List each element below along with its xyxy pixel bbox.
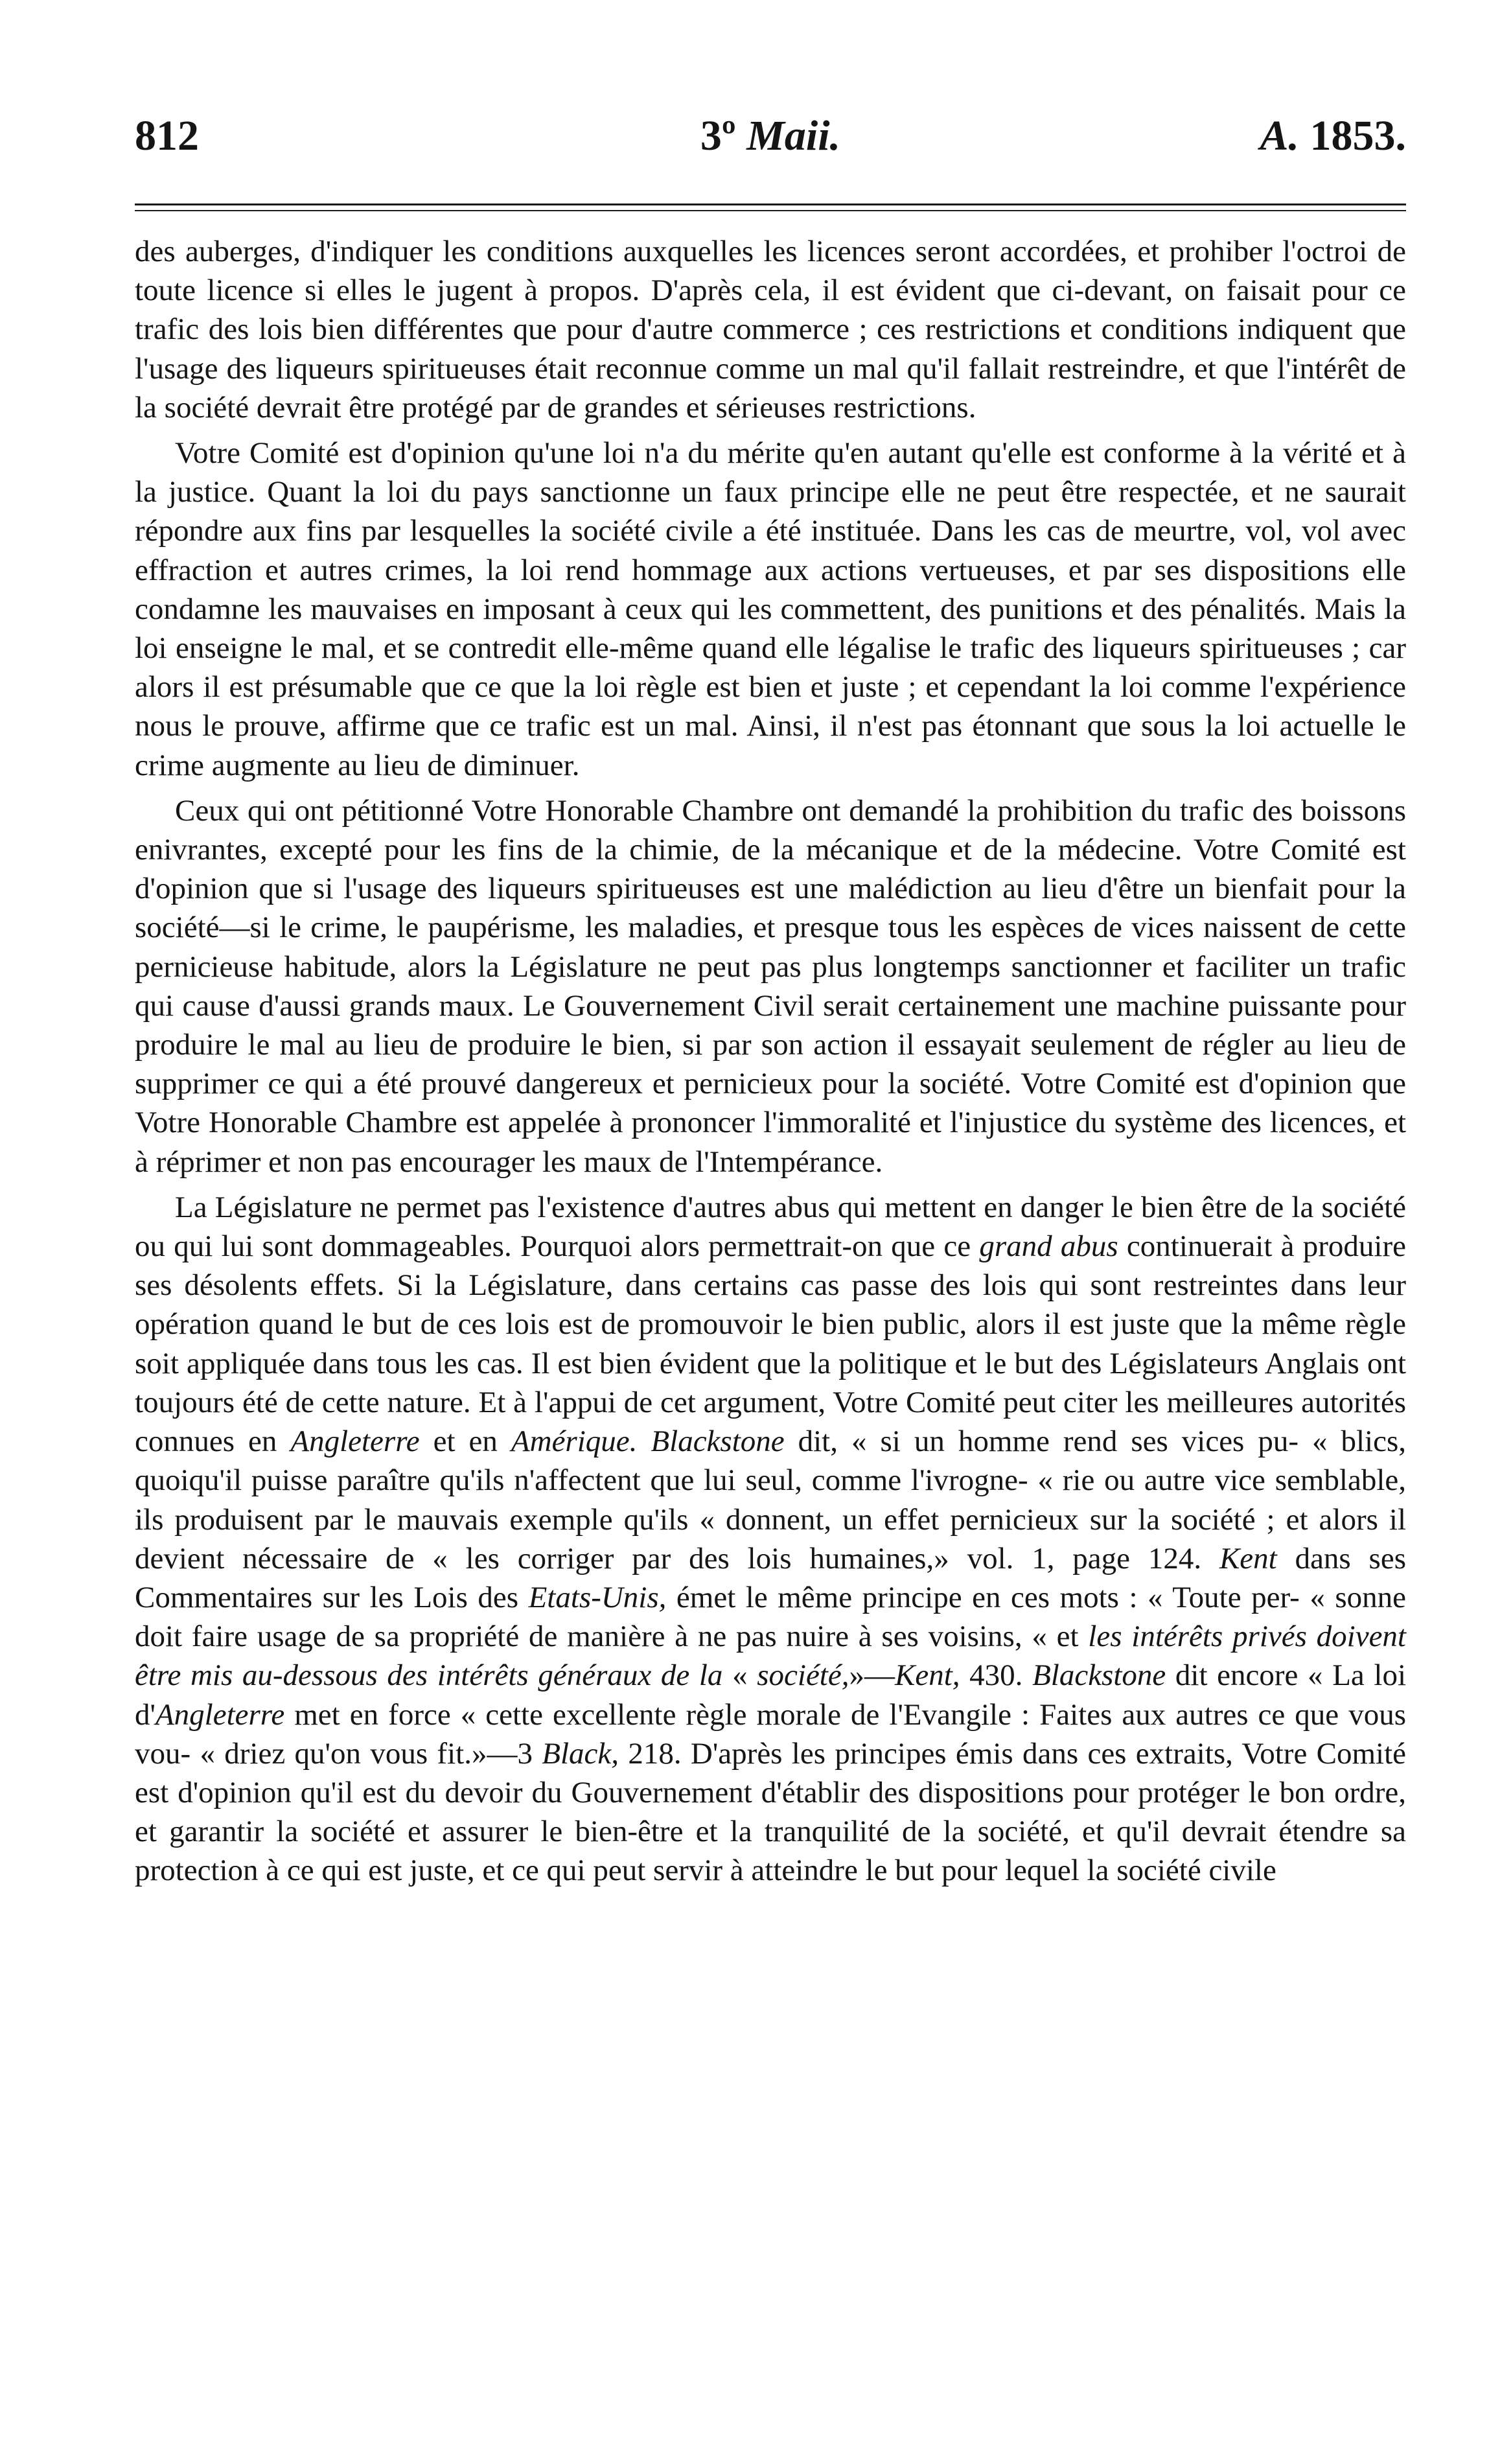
- italic-text: Amérique.: [511, 1424, 638, 1459]
- text-run: La Législature ne permet pas l'existence d'autres abus qui mettent en danger le bien être de la société ou qui lui sont dommageables. Pourquoi alors permettrait-on que ce: [135, 1190, 1406, 1264]
- italic-text: Angleterre: [290, 1424, 420, 1459]
- text-run: dit, « si un homme rend ses vices pu- « blics, quoiqu'il puisse paraître qu'ils n'affectent que lui seul, comme l'ivrogne- « rie ou autre vice semblable, ils produisent par le mauvais exemple qu'ils « donnent, un effet pernicieux sur la société ; et alors il devient nécessaire de « les corriger par des lois humaines,» vol. 1, page 124.: [135, 1424, 1407, 1575]
- header-rule-thin: [135, 210, 1406, 211]
- monarch-name: Maii.: [746, 112, 841, 159]
- year-value: 1853.: [1310, 112, 1406, 159]
- text-run: Ceux qui ont pétitionné Votre Honorable Chambre ont demandé la prohibition du trafic des boissons enivrantes, excepté pour les fins de la chimie, de la mécanique et de la médecine. Votre Comité est d'opinion que si l'usage des liqueurs spiritueuses est une malédiction au lieu d'être un bienfait pour la société—si le crime, le paupérisme, les maladies, et presque tous les espèces de vices naissent de cette pernicieuse habitude, alors la Législature ne peut pas plus longtemps sanctionner et faciliter un trafic qui cause d'aussi grands maux. Le Gouvernement Civil serait certainement une machine puissante pour produire le mal au lieu de produire le bien, si par son action il essayait seulement de régler au lieu de supprimer ce qui a été prouvé dangereux et pernicieux pour la société. Votre Comité est d'opinion que Votre Honorable Chambre est appelée à prononcer l'immoralité et l'injustice du système des licences, et à réprimer et non pas encourager les maux de l'Intempérance.: [135, 793, 1406, 1179]
- text-run: «: [722, 1658, 757, 1693]
- italic-text: Kent: [1219, 1541, 1277, 1575]
- italic-text: les intérêts privés doivent être mis au-dessous des intérêts généraux de la: [135, 1620, 1406, 1693]
- regnal-date: [135, 97, 1406, 175]
- italic-text: grand abus: [979, 1229, 1118, 1264]
- text-run: »—: [849, 1658, 895, 1693]
- italic-text: Blackstone: [1032, 1658, 1166, 1693]
- text-run: 218. D'après les principes émis dans ces extraits, Votre Comité est d'opinion qu'il est du devoir du Gouvernement d'établir des dispositions pour protéger le bon ordre, et garantir la société et assurer le bien-être et la tranquilité de la société, et qu'il devrait étendre sa protection à ce qui est juste, et ce qui peut servir à atteindre le but pour lequel la société civile: [135, 1736, 1406, 1888]
- text-run: met en force « cette excellente règle morale de l'Evangile : Faites aux autres ce que vous vou- « driez qu'on vous fit.»—3: [135, 1697, 1406, 1771]
- text-run: Votre Comité est d'opinion qu'une loi n'a du mérite qu'en autant qu'elle est conforme à la vérité et à la justice. Quant la loi du pays sanctionne un faux principe elle ne peut être respectée, et ne saurait répondre aux fins par lesquelles la société civile a été instituée. Dans les cas de meurtre, vol, vol avec effraction et autres crimes, la loi rend hommage aux actions vertueuses, et par ses dispositions elle condamne les mauvaises en imposant à ceux qui les commettent, des punitions et des pénalités. Mais la loi enseigne le mal, et se contredit elle-même quand elle légalise le trafic des liqueurs spiritueuses ; car alors il est présumable que ce que la loi règle est bien et juste ; et cependant la loi comme l'expérience nous le prouve, affirme que ce trafic est un mal. Ainsi, il n'est pas étonnant que sous la loi actuelle le crime augmente au lieu de diminuer.: [135, 436, 1406, 782]
- page: [135, 97, 1406, 1890]
- running-header: [135, 97, 1406, 175]
- paragraph: [135, 434, 1406, 785]
- italic-text: société,: [757, 1658, 849, 1693]
- text-run: des auberges, d'indiquer les conditions auxquelles les licences seront accordées, et prohiber l'octroi de toute licence si elles le jugent à propos. D'après cela, il est évident que ci-devant, on faisait pour ce trafic des lois bien différentes que pour d'autre commerce ; ces restrictions et conditions indiquent que l'usage des liqueurs spiritueuses était reconnue comme un mal qu'il fallait restreindre, et que l'intérêt de la société devrait être protégé par de grandes et sérieuses restrictions.: [135, 235, 1406, 424]
- italic-text: Etats-Unis,: [528, 1580, 667, 1614]
- year-label: [1260, 97, 1406, 175]
- italic-text: Kent,: [894, 1658, 960, 1693]
- text-run: dit encore « La loi d': [135, 1658, 1407, 1732]
- header-rule: [135, 203, 1406, 211]
- text-run: émet le même principe en ces mots : « Toute per- « sonne doit faire usage de sa propriété de manière à ne pas nuire à ses voisins, « et: [135, 1580, 1407, 1654]
- paragraph: [135, 1188, 1406, 1890]
- page-number: 812: [135, 112, 199, 159]
- text-run: [637, 1424, 651, 1458]
- header-rule-thick: [135, 203, 1406, 205]
- italic-text: Angleterre: [155, 1697, 285, 1732]
- regnal-year: 3º: [700, 112, 736, 159]
- year-prefix: A.: [1260, 112, 1299, 159]
- italic-text: Blackstone: [651, 1424, 785, 1459]
- paragraph: [135, 232, 1406, 427]
- text-run: 430.: [960, 1658, 1033, 1693]
- paragraph: [135, 791, 1406, 1181]
- text-run: dans ses Commentaires sur les Lois des: [135, 1541, 1407, 1614]
- text-run: continuerait à produire ses désolents effets. Si la Législature, dans certains cas passe des lois qui sont restreintes dans leur opération quand le but de ces lois est de promouvoir le bien public, alors il est juste que la même règle soit appliquée dans tous les cas. Il est bien évident que la politique et le but des Législateurs Anglais ont toujours été de cette nature. Et à l'appui de cet argument, Votre Comité peut citer les meilleures autorités connues en: [135, 1229, 1406, 1459]
- italic-text: Black,: [542, 1736, 619, 1771]
- body-text: [135, 232, 1406, 1890]
- text-run: et en: [419, 1424, 511, 1459]
